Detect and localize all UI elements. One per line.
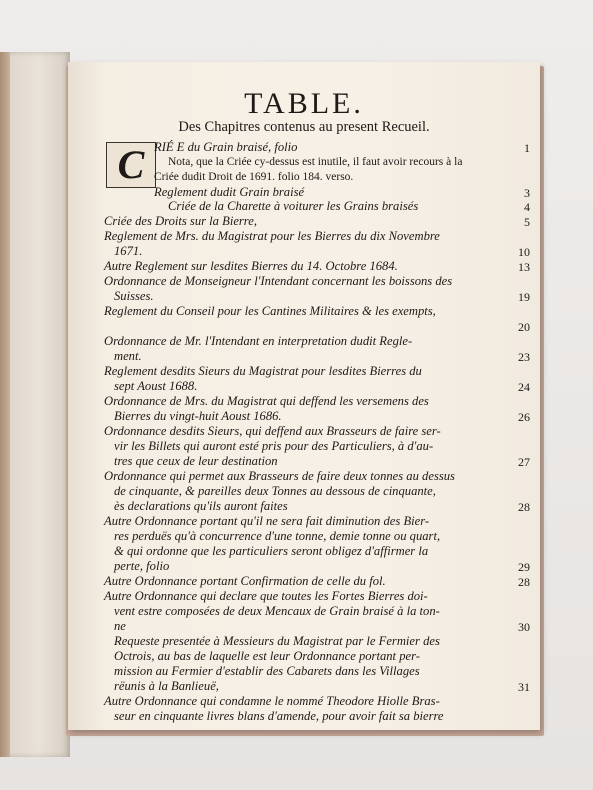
toc-page-number: 19: [518, 290, 530, 304]
toc-page-number: 20: [518, 320, 530, 334]
toc-entry-text: sept Aoust 1688.: [114, 379, 198, 393]
toc-entry-text: Criée des Droits sur la Bierre,: [104, 214, 257, 228]
toc-entry-text: mission au Fermier d'establir des Cabarets dans les Villages: [114, 664, 420, 678]
toc-entry-text: Autre Ordonnance portant Confirmation de celle du fol.: [104, 574, 386, 588]
ornamental-initial-letter: C: [117, 142, 145, 187]
toc-entry-text: Nota, que la Criée cy-dessus est inutile, il faut avoir recours à la: [168, 156, 463, 168]
toc-page-number: 24: [518, 380, 530, 394]
toc-entry-text: ne: [114, 619, 126, 633]
toc-entry-text: Ordonnance de Mrs. du Magistrat qui deffend les versemens des: [104, 394, 429, 408]
book-page: [68, 62, 540, 730]
toc-entry-text: Requeste presentée à Messieurs du Magistrat par le Fermier des: [114, 634, 440, 648]
page-title: TABLE.: [244, 87, 364, 120]
toc-entry-text: vent estre composées de deux Mencaux de Grain braisé à la ton-: [114, 604, 440, 618]
toc-entry-text: Reglement dudit Grain braisé: [154, 185, 305, 199]
toc-page-number: 5: [524, 215, 530, 229]
toc-entry-text: Criée de la Charette à voiturer les Grains braisés: [168, 199, 419, 213]
toc-entry-text: Suisses.: [114, 289, 154, 303]
toc-entry-text: 1671.: [114, 244, 143, 258]
toc-page-number: 30: [518, 620, 530, 634]
toc-entry-text: Ordonnance desdits Sieurs, qui deffend aux Brasseurs de faire ser-: [104, 424, 441, 438]
toc-entry-text: & qui ordonne que les particuliers seront obligez d'affirmer la: [114, 544, 429, 558]
toc-page-number: 3: [524, 186, 530, 200]
toc-entry-text: Bierres du vingt-huit Aoust 1686.: [114, 409, 282, 423]
page-subtitle: Des Chapitres contenus au present Recueil.: [178, 119, 430, 135]
toc-entry-text: Reglement de Mrs. du Magistrat pour les Bierres du dix Novembre: [104, 229, 440, 243]
toc-entry-text: rëunis à la Banlieuë,: [114, 679, 219, 693]
toc-entry-text: res perduës qu'à concurrence d'une tonne, demie tonne ou quart,: [114, 529, 441, 543]
toc-entry-text: Reglement du Conseil pour les Cantines Militaires & les exempts,: [104, 304, 436, 318]
toc-entry-text: perte, folio: [114, 559, 170, 573]
toc-page-number: 23: [518, 350, 530, 364]
toc-entry-text: Octrois, au bas de laquelle est leur Ordonnance portant per-: [114, 649, 420, 663]
toc-page-number: 29: [518, 560, 530, 574]
toc-page-number: 10: [518, 245, 530, 259]
toc-entry-text: ès declarations qu'ils auront faites: [114, 499, 288, 513]
toc-entry-text: seur en cinquante livres blans d'amende, pour avoir fait sa bierre: [114, 709, 444, 723]
toc-page-number: 4: [524, 200, 530, 214]
toc-entry-text: Autre Ordonnance qui declare que toutes les Fortes Bierres doi-: [104, 589, 428, 603]
toc-entry-text: Reglement desdits Sieurs du Magistrat pour lesdites Bierres du: [104, 364, 422, 378]
toc-entry-text: vir les Billets qui auront esté pris pour des Particuliers, à d'au-: [114, 439, 434, 453]
toc-entry-text: Autre Reglement sur lesdites Bierres du 14. Octobre 1684.: [104, 259, 398, 273]
toc-entry-text: Ordonnance de Mr. l'Intendant en interpretation dudit Regle-: [104, 334, 413, 348]
toc-entry-text: Autre Ordonnance portant qu'il ne sera fait diminution des Bier-: [104, 514, 430, 528]
toc-entry-text: de cinquante, & pareilles deux Tonnes au dessous de cinquante,: [114, 484, 436, 498]
toc-page-number: 13: [518, 260, 530, 274]
toc-entry-text: Criée dudit Droit de 1691. folio 184. verso.: [154, 171, 354, 183]
toc-page-number: 27: [518, 455, 530, 469]
toc-entry-text: RIÉ E du Grain braisé, folio: [154, 140, 298, 154]
toc-entry-text: ment.: [114, 349, 142, 363]
ornamental-initial: [106, 142, 156, 188]
toc-page-number: 28: [518, 500, 530, 514]
toc-entry-text: Ordonnance qui permet aux Brasseurs de faire deux tonnes au dessus: [104, 469, 455, 483]
toc-page-number: 31: [518, 680, 530, 694]
toc-page-number: 1: [524, 141, 530, 155]
book-spine: [0, 52, 10, 757]
toc-page-number: 28: [518, 575, 530, 589]
toc-entry-text: tres que ceux de leur destination: [114, 454, 278, 468]
toc-entry-text: Ordonnance de Monseigneur l'Intendant concernant les boissons des: [104, 274, 453, 288]
toc-page-number: 26: [518, 410, 530, 424]
book-cover-left: [0, 52, 70, 757]
toc-entry-text: Autre Ordonnance qui condamne le nommé Theodore Hiolle Bras-: [104, 694, 440, 708]
